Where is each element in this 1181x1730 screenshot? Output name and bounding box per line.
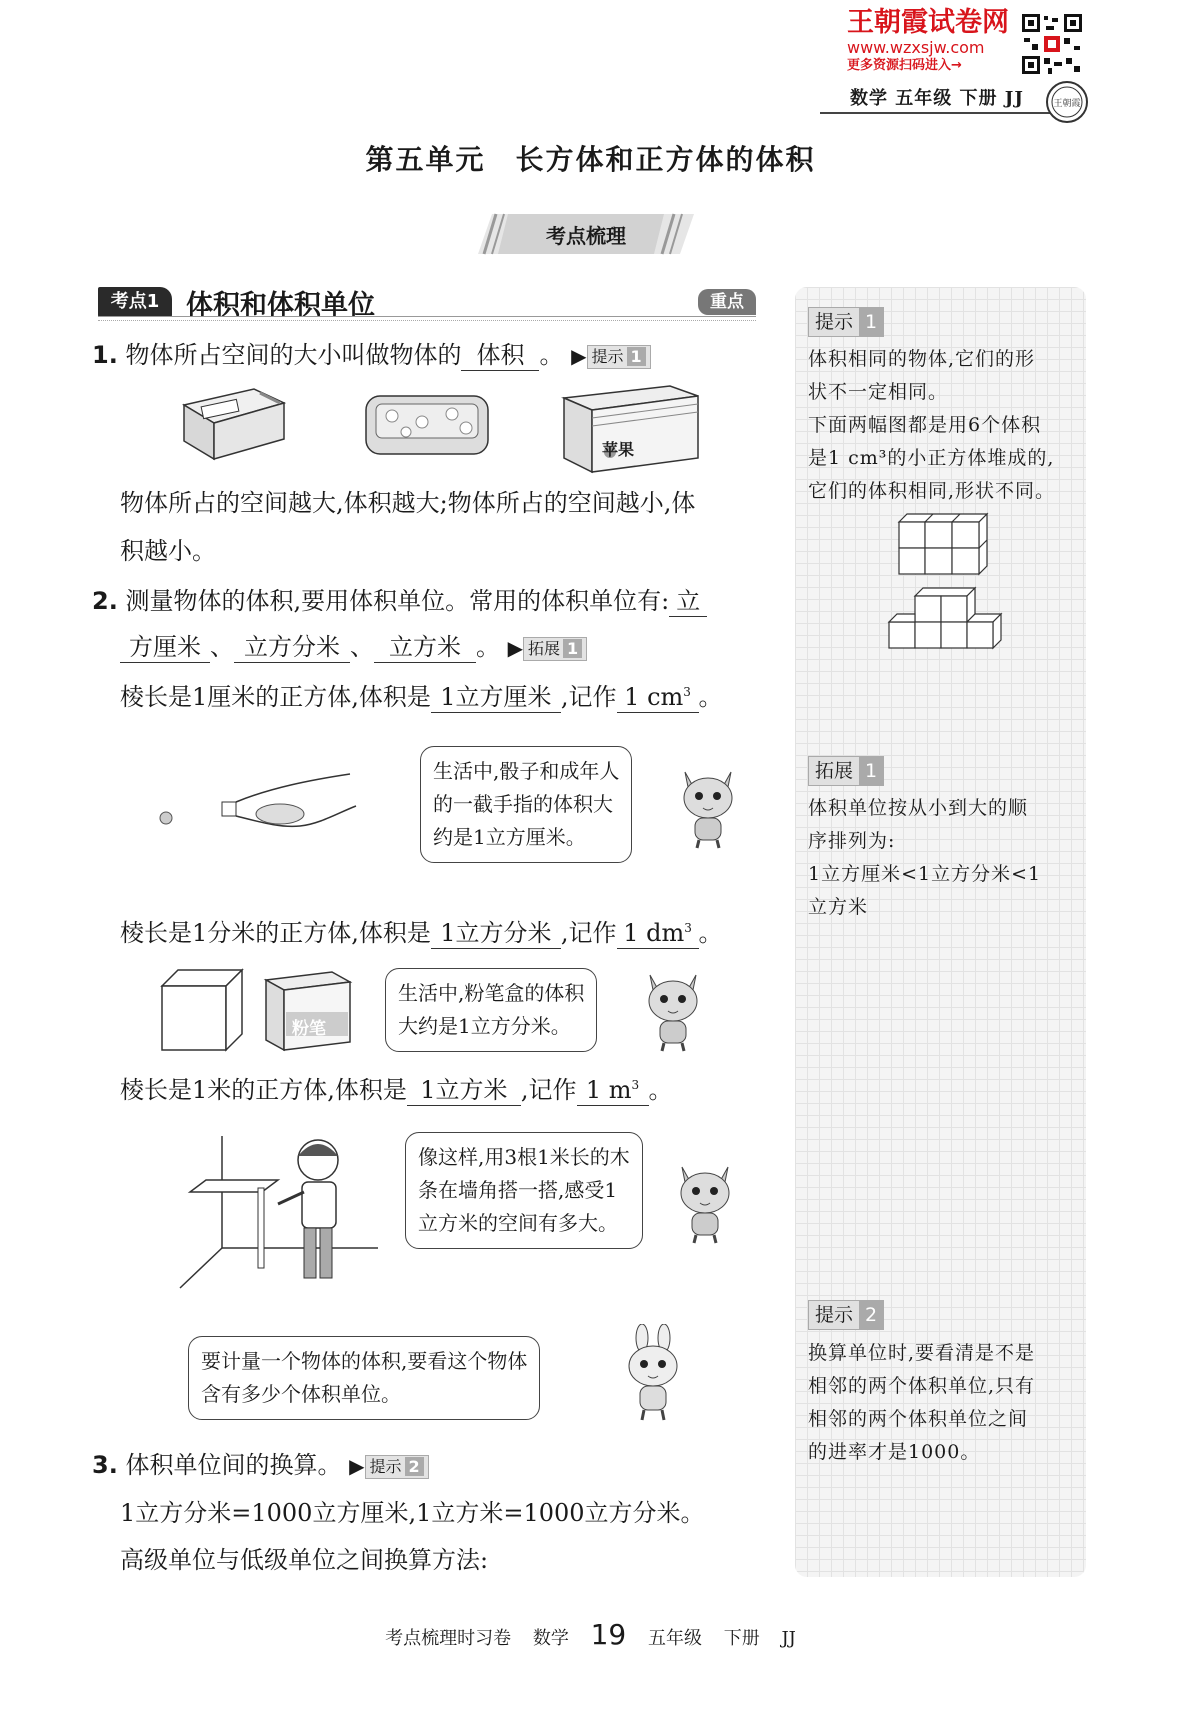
section-tag xyxy=(478,212,694,256)
header-subtitle: 数学 五年级 下册 JJ xyxy=(850,88,1024,109)
q2-dm-unit: 1 dm xyxy=(623,919,685,947)
brand-url[interactable]: www.wzxsjw.com xyxy=(847,38,985,57)
sidebar-tip1-label: 提示 xyxy=(815,311,854,333)
sidebar-tip2-label: 提示 xyxy=(815,1304,854,1326)
brand-name: 王朝霞试卷网 xyxy=(847,7,1009,38)
summary-bubble xyxy=(188,1336,540,1420)
topic-dotted-rule xyxy=(98,320,756,321)
key-point-badge: 重点 xyxy=(698,289,756,315)
sidebar-ext1-line: 立方米 xyxy=(808,896,869,918)
apple-box-label: 苹果 xyxy=(602,440,635,459)
q2-ext-ref-num: 1 xyxy=(563,639,582,658)
q2-dm-end: 。 xyxy=(698,919,723,947)
q2-ext-ref-label: 拓展 xyxy=(528,638,561,658)
footer-title: 考点梳理时习卷 xyxy=(385,1628,512,1649)
q2-cm-unit-blank[interactable] xyxy=(617,677,699,713)
q2-cm-mid: ,记作 xyxy=(560,683,617,711)
q2-line2 xyxy=(120,630,587,665)
cm-bubble-line1: 生活中,骰子和成年人 xyxy=(433,759,620,783)
arrow-icon: ▶ xyxy=(349,1454,365,1478)
q2-m-unit-blank[interactable] xyxy=(577,1070,649,1106)
q2-dm-unit-blank[interactable] xyxy=(617,913,699,949)
qr-code-icon[interactable] xyxy=(1020,12,1084,76)
q1-tip-ref-num: 1 xyxy=(627,347,646,366)
chalk-box-icon xyxy=(262,968,354,1052)
m-bubble-line2: 条在墙角搭一搭,感受1 xyxy=(418,1178,618,1202)
q2-m-mid: ,记作 xyxy=(520,1076,577,1104)
dm-bubble-line2: 大约是1立方分米。 xyxy=(398,1014,571,1038)
sidebar-ext1-text xyxy=(808,792,1041,924)
sidebar-tip1-line: 状不一定相同。 xyxy=(808,381,949,403)
m-bubble-line3: 立方米的空间有多大。 xyxy=(418,1211,618,1235)
footer-subject: 数学 xyxy=(532,1628,569,1649)
svg-text:王朝霞: 王朝霞 xyxy=(1053,99,1081,109)
q1-answer-blank[interactable]: 体积 xyxy=(461,340,539,371)
q3-line2: 1立方分米=1000立方厘米,1立方米=1000立方分米。 xyxy=(120,1499,705,1527)
sidebar-tip2-line: 相邻的两个体积单位,只有 xyxy=(808,1375,1036,1397)
seal-icon xyxy=(1045,80,1089,124)
q2-cm-unit: 1 cm xyxy=(624,683,684,711)
section-tag-text: 考点梳理 xyxy=(546,224,626,248)
sidebar-tip2-text xyxy=(808,1337,1035,1469)
sidebar-tip1-line: 是1 cm³的小正方体堆成的, xyxy=(808,447,1055,469)
q2-blank1-start[interactable]: 立 xyxy=(669,586,707,617)
q3-tip-ref[interactable] xyxy=(365,1455,429,1479)
q1-line2: 物体所占的空间越大,体积越大;物体所占的空间越小,体 xyxy=(120,489,696,517)
footer xyxy=(0,1618,1181,1651)
brand-more-link[interactable]: 更多资源扫码进入→ xyxy=(847,58,962,73)
q2-dm-mid: ,记作 xyxy=(560,919,617,947)
sidebar-tip2-tag xyxy=(808,1300,884,1330)
child-corner-icon xyxy=(178,1130,378,1290)
sidebar-tip2-line: 换算单位时,要看清是不是 xyxy=(808,1342,1036,1364)
q3-tip-ref-label: 提示 xyxy=(369,1456,402,1476)
q1-text: 物体所占空间的大小叫做物体的 xyxy=(125,341,462,369)
q1-number: 1. xyxy=(92,341,118,369)
q2-dm-unit-sup: 3 xyxy=(684,921,692,935)
chalk-box-label: 粉笔 xyxy=(292,1019,326,1039)
cm-bubble xyxy=(420,746,632,863)
summary-bubble-line2: 含有多少个体积单位。 xyxy=(201,1382,401,1406)
sidebar-tip2-line: 的进率才是1000。 xyxy=(808,1441,981,1463)
q2-cm-blank[interactable]: 1立方厘米 xyxy=(431,682,561,713)
q2-dm-text: 棱长是1分米的正方体,体积是 xyxy=(120,919,431,947)
arrow-icon: ▶ xyxy=(507,636,524,660)
cat-mascot-icon xyxy=(640,965,710,1053)
matchbox-icon xyxy=(180,383,290,465)
cube-stack-2x3-icon xyxy=(895,512,993,576)
q3-line1 xyxy=(92,1448,429,1483)
arrow-icon: ▶ xyxy=(571,344,587,368)
sidebar-ext1-line: 体积单位按从小到大的顺 xyxy=(808,797,1029,819)
dm-bubble-line1: 生活中,粉笔盒的体积 xyxy=(398,981,585,1005)
summary-bubble-line1: 要计量一个物体的体积,要看这个物体 xyxy=(201,1349,528,1373)
cm-bubble-line2: 的一截手指的体积大 xyxy=(433,792,613,816)
q2-text: 测量物体的体积,要用体积单位。常用的体积单位有: xyxy=(125,587,670,615)
topic-title: 体积和体积单位 xyxy=(186,290,375,321)
q1-period: 。 xyxy=(539,341,564,369)
q2-cm-unit-sup: 3 xyxy=(683,685,691,699)
footer-edition: JJ xyxy=(781,1628,796,1649)
footer-term: 下册 xyxy=(723,1628,760,1649)
sidebar-ext1-label: 拓展 xyxy=(815,760,854,782)
sidebar-ext1-tag xyxy=(808,756,884,786)
sidebar-ext1-line: 1立方厘米<1立方分米<1 xyxy=(808,863,1042,885)
q2-blank3[interactable]: 立方米 xyxy=(374,632,476,663)
sidebar-ext1-line: 序排列为: xyxy=(808,830,896,852)
q2-ext-ref[interactable] xyxy=(523,637,587,661)
footer-grade: 五年级 xyxy=(647,1628,702,1649)
cat-mascot-icon xyxy=(672,1157,742,1245)
q2-m-unit: 1 m xyxy=(585,1076,632,1104)
q2-blank2[interactable]: 立方分米 xyxy=(234,632,350,663)
q2-line1 xyxy=(92,584,707,618)
q2-cm-end: 。 xyxy=(698,683,723,711)
q2-sep2: 、 xyxy=(350,633,374,661)
apple-box-icon xyxy=(560,382,702,474)
sidebar-tip1-line: 它们的体积相同,形状不同。 xyxy=(808,480,1056,502)
q3-line3: 高级单位与低级单位之间换算方法: xyxy=(120,1546,489,1574)
unit-title: 第五单元 长方体和正方体的体积 xyxy=(365,143,816,176)
q2-end: 。 xyxy=(476,633,500,661)
m-bubble xyxy=(405,1132,643,1249)
cm-bubble-line3: 约是1立方厘米。 xyxy=(433,825,586,849)
rabbit-mascot-icon xyxy=(618,1324,690,1422)
q2-m-blank[interactable]: 1立方米 xyxy=(407,1075,521,1106)
sidebar-tip1-num: 1 xyxy=(859,308,883,336)
m-bubble-line1: 像这样,用3根1米长的木 xyxy=(418,1145,630,1169)
q2-cm-text: 棱长是1厘米的正方体,体积是 xyxy=(120,683,431,711)
dice-finger-icon xyxy=(150,758,360,838)
q1-tip-ref-label: 提示 xyxy=(591,346,624,366)
q2-m-unit-sup: 3 xyxy=(631,1078,640,1092)
sidebar-ext1-num: 1 xyxy=(859,757,883,785)
q2-m-text: 棱长是1米的正方体,体积是 xyxy=(120,1076,407,1104)
q2-m-line xyxy=(120,1070,673,1107)
topic-rule xyxy=(98,316,756,317)
q2-dm-blank[interactable]: 1立方分米 xyxy=(431,918,561,949)
q2-number: 2. xyxy=(92,587,118,615)
q2-m-end: 。 xyxy=(648,1076,673,1104)
topic-label: 考点1 xyxy=(98,287,172,317)
brand-block xyxy=(847,8,1017,74)
page-number: 19 xyxy=(590,1618,627,1651)
tissue-box-icon xyxy=(362,392,492,458)
sidebar-tip2-line: 相邻的两个体积单位之间 xyxy=(808,1408,1029,1430)
cube-stack-pyramid-icon xyxy=(885,586,1005,650)
q3-number: 3. xyxy=(92,1451,118,1479)
sidebar-tip1-line: 体积相同的物体,它们的形 xyxy=(808,348,1036,370)
sidebar-tip1-text xyxy=(808,343,1055,508)
q1-line3: 积越小。 xyxy=(120,537,216,565)
dm-bubble xyxy=(385,968,597,1052)
cube-icon xyxy=(160,968,244,1052)
q1-line1 xyxy=(92,338,651,373)
q3-text: 体积单位间的换算。 xyxy=(125,1451,342,1479)
q2-sep1: 、 xyxy=(210,633,234,661)
q2-dm-line xyxy=(120,913,723,950)
sidebar-tip1-tag xyxy=(808,307,884,337)
sidebar-tip1-line: 下面两幅图都是用6个体积 xyxy=(808,414,1042,436)
cat-mascot-icon xyxy=(675,762,745,850)
sidebar-tip2-num: 2 xyxy=(859,1301,883,1329)
q2-cm-line xyxy=(120,677,723,714)
q3-tip-ref-num: 2 xyxy=(405,1457,424,1476)
q1-tip-ref[interactable] xyxy=(587,345,651,369)
q2-blank1-end[interactable]: 方厘米 xyxy=(120,632,210,663)
